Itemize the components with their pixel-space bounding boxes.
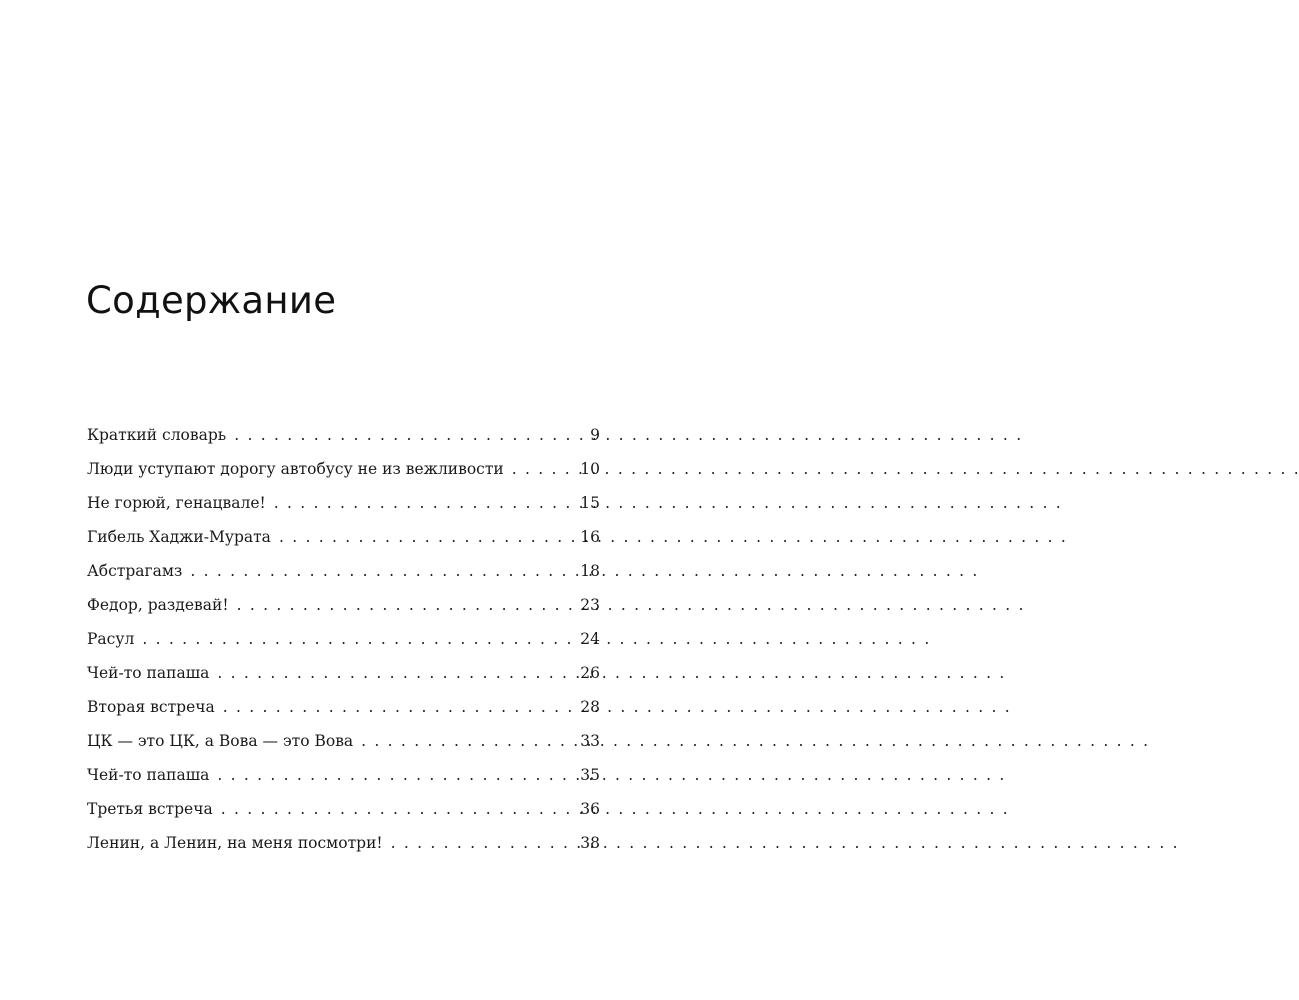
toc-entry-title: Люди уступают дорогу автобусу не из вежливости [87,460,504,478]
toc-entry-page: 28 [580,698,600,716]
toc-entry-title: Федор, раздевай! [87,596,229,614]
dot-leader [234,420,574,450]
toc-entry-title: Не горюй, генацвале! [87,494,266,512]
toc-entry [87,556,600,590]
toc-entry-page: 26 [580,664,600,682]
table-of-contents [87,420,600,862]
toc-entry-page: 15 [580,494,600,512]
toc-entry-title: Вторая встреча [87,698,215,716]
dot-leader [217,760,574,790]
toc-entry [87,658,600,692]
dot-leader [142,624,574,654]
toc-entry-title: Третья встреча [87,800,213,818]
toc-entry [87,760,600,794]
toc-entry [87,488,600,522]
dot-leader [512,454,574,484]
toc-entry [87,692,600,726]
toc-entry [87,794,600,828]
toc-entry-page: 23 [580,596,600,614]
dot-leader [279,522,574,552]
toc-entry-title: Ленин, а Ленин, на меня посмотри! [87,834,383,852]
dot-leader [221,794,574,824]
toc-entry [87,522,600,556]
dot-leader [274,488,574,518]
toc-entry-page: 18 [580,562,600,580]
toc-entry-page: 33 [580,732,600,750]
toc-entry-title: Чей-то папаша [87,664,210,682]
dot-leader [391,828,574,858]
toc-entry-page: 16 [580,528,600,546]
dot-leader [190,556,574,586]
toc-entry [87,726,600,760]
toc-entry-title: ЦК — это ЦК, а Вова — это Вова [87,732,354,750]
toc-entry [87,624,600,658]
toc-entry [87,420,600,454]
dot-leader [217,658,574,688]
toc-entry-page: 9 [590,426,600,444]
toc-entry-title: Расул [87,630,135,648]
toc-entry [87,454,600,488]
toc-entry [87,590,600,624]
toc-entry-page: 10 [580,460,600,478]
toc-entry-page: 36 [580,800,600,818]
toc-entry-title: Гибель Хаджи-Мурата [87,528,271,546]
toc-entry-title: Абстрагамз [87,562,183,580]
toc-entry-page: 35 [580,766,600,784]
toc-entry-page: 38 [580,834,600,852]
toc-entry-title: Чей-то папаша [87,766,210,784]
page-title: Содержание [86,279,337,322]
dot-leader [237,590,574,620]
dot-leader [361,726,574,756]
toc-entry-page: 24 [580,630,600,648]
dot-leader [223,692,574,722]
toc-entry [87,828,600,862]
toc-entry-title: Краткий словарь [87,426,227,444]
